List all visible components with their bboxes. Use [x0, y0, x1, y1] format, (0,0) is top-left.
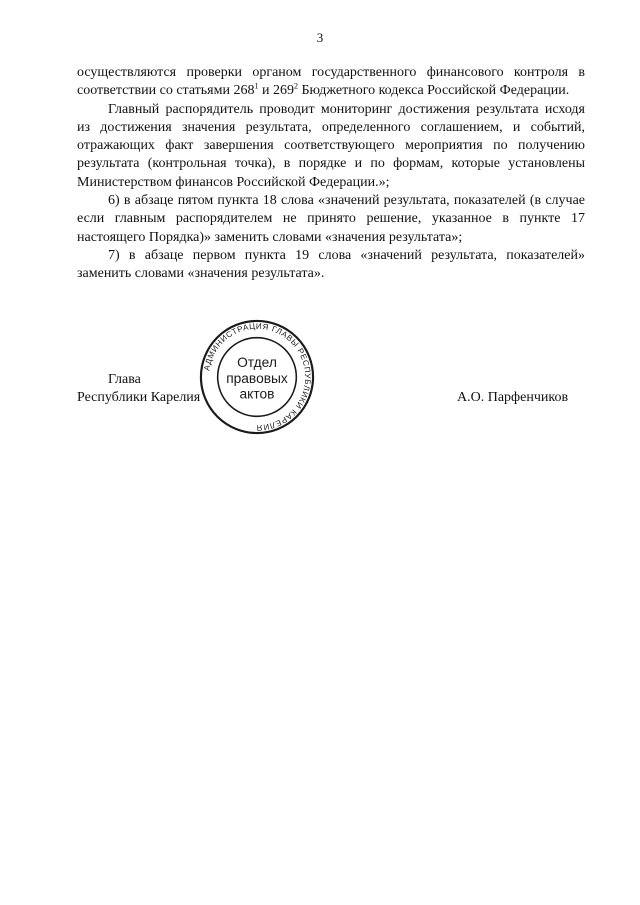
page-number: 3	[316, 30, 324, 45]
stamp-center-line-3: актов	[239, 386, 275, 402]
stamp-ring-text: АДМИНИСТРАЦИЯ ГЛАВЫ РЕСПУБЛИКИ КАРЕЛИЯ	[202, 321, 313, 433]
position-region: Республики Карелия	[77, 390, 201, 405]
signatory-name: А.О. Парфенчиков	[457, 390, 569, 405]
paragraph-3: 6) в абзаце пятом пункта 18 слова «значений результата, показателей (в случае если главным распорядителем не принято решение, указанное в пункте 17 настоящего Порядка)» заменить словами «значения результата»;	[77, 193, 585, 245]
signatory-position	[77, 371, 200, 407]
paragraph-4: 7) в абзаце первом пункта 19 слова «значений результата, показателей» заменить словами «значения результата».	[77, 247, 585, 282]
superscript-2: 2	[293, 81, 298, 91]
stamp-center-line-2: правовых	[226, 370, 288, 386]
paragraph-2: Главный распорядитель проводит мониторинг достижения результата исходя из достижения значения результата, определенного соглашением, и событий, отражающих факт завершения соответствующего мероприятия по получению результата (контрольная точка), в порядке и по формам, которые установлены Министерством финансов Российской Федерации.»;	[77, 101, 585, 190]
paragraph-1-mid: и 269	[258, 83, 294, 99]
position-title: Глава	[108, 372, 141, 387]
stamp-center-line-1: Отдел	[237, 355, 277, 371]
paragraph-1	[77, 64, 585, 101]
official-stamp	[198, 318, 316, 436]
document-body	[77, 64, 585, 284]
paragraph-1-end: Бюджетного кодекса Российской Федерации.	[297, 83, 570, 99]
superscript-1: 1	[254, 81, 259, 91]
paragraph-1-text: осуществляются проверки органом государственного финансового контроля в соответствии со статьями 268	[77, 65, 585, 99]
